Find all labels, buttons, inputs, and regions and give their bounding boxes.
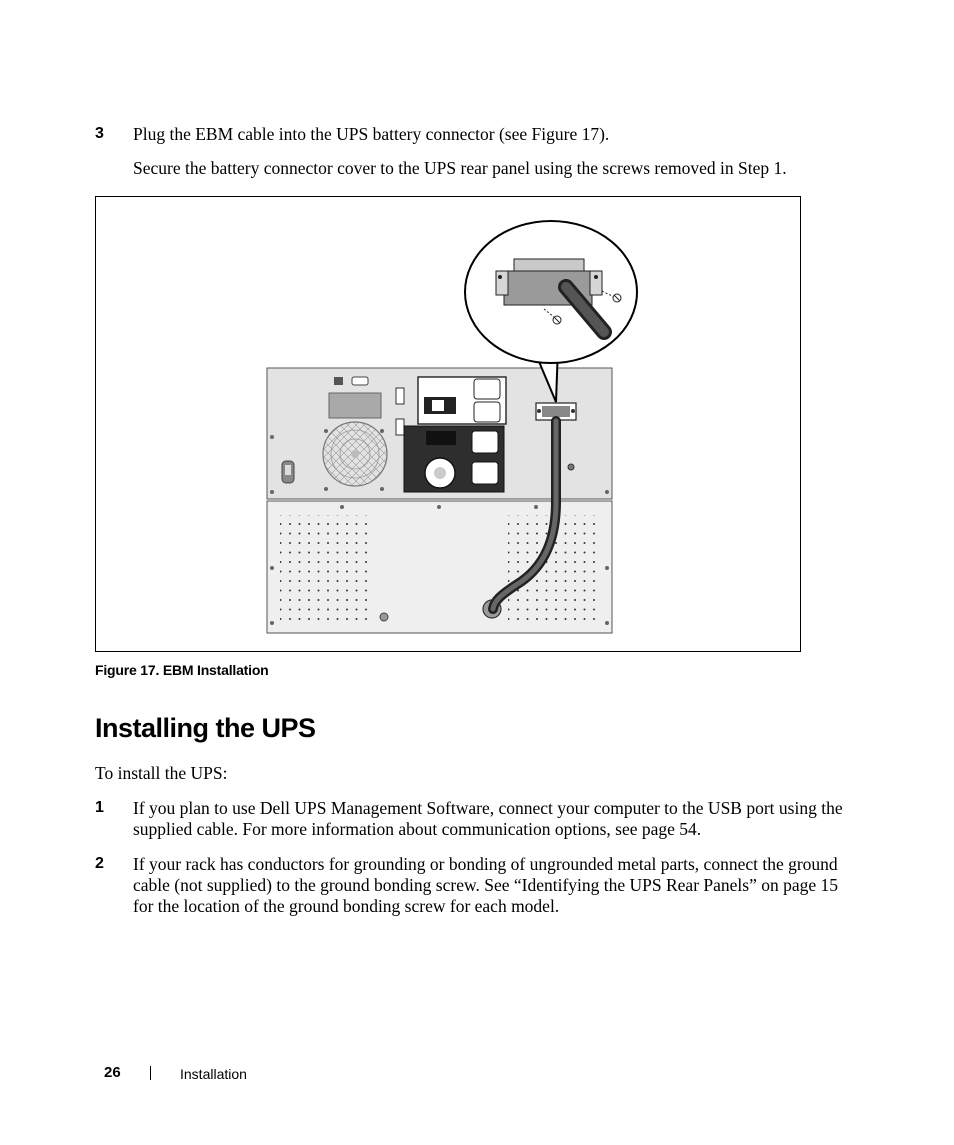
ups-lower-panel bbox=[267, 501, 612, 633]
step-1-text: If you plan to use Dell UPS Management Software, connect your computer to the USB port using the supplied cable. For more information about communication options, see page 54. bbox=[133, 798, 843, 839]
figure-ebm-installation bbox=[95, 196, 801, 652]
step-3-text: Plug the EBM cable into the UPS battery connector (see Figure 17). bbox=[133, 124, 610, 144]
ups-rear-panel-illustration bbox=[96, 197, 802, 653]
step-2-number: 2 bbox=[95, 855, 104, 872]
step-2-text: If your rack has conductors for grounding or bonding of ungrounded metal parts, connect the ground cable (not supplied) to the ground bonding screw. See “Identifying the UPS Rear Panels” on page 15 for the location of the ground bonding screw for each model. bbox=[133, 854, 839, 916]
footer-section-name: Installation bbox=[180, 1066, 247, 1082]
page-number: 26 bbox=[104, 1064, 121, 1081]
fan-grille-icon bbox=[323, 422, 387, 486]
step-3-note: Secure the battery connector cover to the UPS rear panel using the screws removed in Step 1. bbox=[133, 158, 787, 178]
step-3-number: 3 bbox=[95, 125, 104, 142]
step-1-number: 1 bbox=[95, 799, 104, 816]
figure-caption: Figure 17. EBM Installation bbox=[95, 662, 269, 678]
section-intro: To install the UPS: bbox=[95, 763, 228, 783]
footer-divider bbox=[150, 1066, 151, 1080]
section-heading: Installing the UPS bbox=[95, 713, 316, 743]
